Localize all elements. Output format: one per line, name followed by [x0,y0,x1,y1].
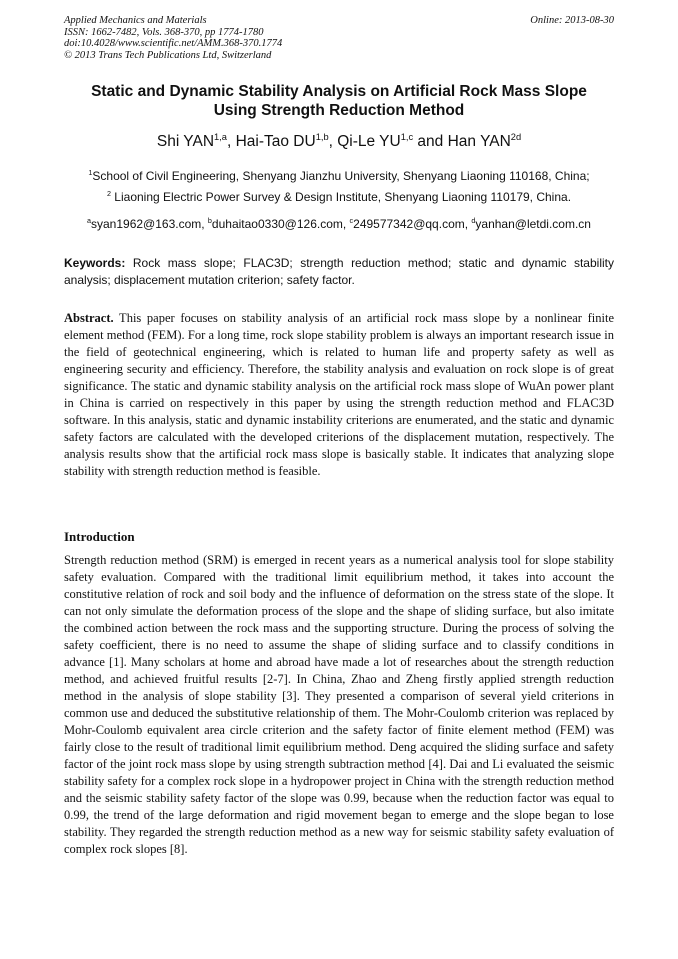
email-superscript: b [207,216,212,225]
abstract-label: Abstract. [64,311,114,325]
keywords-label: Keywords: [64,256,126,270]
author-name: Shi YAN [156,133,215,150]
journal-header [64,15,614,61]
email-superscript: d [471,216,476,225]
abstract-paragraph [64,310,614,480]
affiliation-1 [64,168,614,184]
affiliation-text: Liaoning Electric Power Survey & Design Institute, Shenyang Liaoning 110179, China. [110,190,572,204]
journal-name: Applied Mechanics and Materials [64,15,207,26]
affiliation-2 [64,189,614,205]
author-superscript: 1,b [315,131,329,142]
email-address: syan1962@163.com, [91,217,208,231]
author-name: Han YAN [447,133,511,150]
author-superscript: 1,c [400,131,414,142]
author-emails [64,216,614,232]
author-separator: , [328,133,338,150]
email-address: 249577342@qq.com, [353,217,472,231]
author-name: Hai-Tao DU [235,133,316,150]
keywords-paragraph [64,255,614,289]
affiliation-text: School of Civil Engineering, Shenyang Jianzhu University, Shenyang Liaoning 110168, China; [92,169,590,183]
title-line-1: Static and Dynamic Stability Analysis on Artificial Rock Mass Slope [91,83,587,100]
email-superscript: c [349,216,354,225]
email-address: yanhan@letdi.com.cn [475,217,591,231]
paper-title [64,82,614,120]
email-superscript: a [87,216,91,225]
affiliation-superscript: 2 [106,189,111,198]
introduction-heading: Introduction [64,529,135,544]
journal-doi: doi:10.4028/www.scientific.net/AMM.368-370.1774 [64,38,283,49]
journal-copyright: © 2013 Trans Tech Publications Ltd, Switzerland [64,49,272,61]
author-list [64,132,614,152]
keywords-text: Rock mass slope; FLAC3D; strength reduction method; static and dynamic stability analysis; displacement mutation criterion; safety factor. [64,256,614,287]
introduction-paragraph: Strength reduction method (SRM) is emerged in recent years as a numerical analysis tool for slope stability safety evaluation. Compared with the traditional limit equilibrium method, it takes into account the constitutive relation of rock and soil body and the influence of deformation on the stress state of the slope. It can not only simulate the deformation process of the slope and the shape of sliding surface, but also imitate the combined action between the rock mass and the supporting structure. During the process of solving the safety coefficient, there is no need to assume the shape of sliding surface and to classify conditions in advance [1]. Many scholars at home and abroad have made a lot of researches about the strength reduction method, and achieved fruitful results [2-7]. In China, Zhao and Zheng firstly applied strength reduction method in the analysis of slope stability [3]. They presented a comparison of several yield criterions in common use and deduced the substitutive relationship of them. The Mohr-Coulomb criterion was replaced by Mohr-Coulomb equivalent area circle criterion and the safety factor of finite element method (FEM) was fairly close to the result of traditional limit equilibrium method. Deng acquired the sliding surface and safety factor of the joint rock mass slope by using strength subtraction method [4]. Dai and Li evaluated the seismic stability safety for a complex rock slope in a hydropower project in China with the strength reduction method and the seismic stability safety factor of the slope was 0.99, because when the reduction factor was equal to 0.99, the trend of the large deformation and rigid movement began to emerge and the slope began to lose stability. They regarded the strength reduction method as a new way for seismic stability safety evaluation of complex rock slopes [8]. [64,553,614,856]
email-address: duhaitao0330@126.com, [211,217,350,231]
title-line-2: Using Strength Reduction Method [213,102,465,119]
affiliation-superscript: 1 [88,168,93,177]
abstract-text: This paper focuses on stability analysis of an artificial rock mass slope by a nonlinear finite element method (FEM). For a long time, rock slope stability problem is always an important research issue in the field of geotechnical engineering, which is related to human life and property safety as well as engineering security and efficiency. Therefore, the stability analysis and evaluation on rock slope is of great significance. The static and dynamic stability analysis on the artificial rock mass slope of WuAn power plant in China is carried on respectively in this paper by using the strength reduction method and FLAC3D software. In this analysis, static and dynamic instability criterions are enumerated, and the static and dynamic safety factors are calculated with the developed criterions of the displacement mutation, respectively. The analysis results show that the artificial rock mass slope is basically stable. It indicates that analyzing slope stability with strength reduction method is feasible. [64,311,614,478]
author-name: Qi-Le YU [337,133,401,150]
author-superscript: 2d [510,131,522,142]
author-separator: , [226,133,236,150]
online-date: Online: 2013-08-30 [530,15,614,26]
author-superscript: 1,a [214,131,227,142]
author-separator: and [413,133,448,150]
journal-issn: ISSN: 1662-7482, Vols. 368-370, pp 1774-1780 [64,26,264,38]
